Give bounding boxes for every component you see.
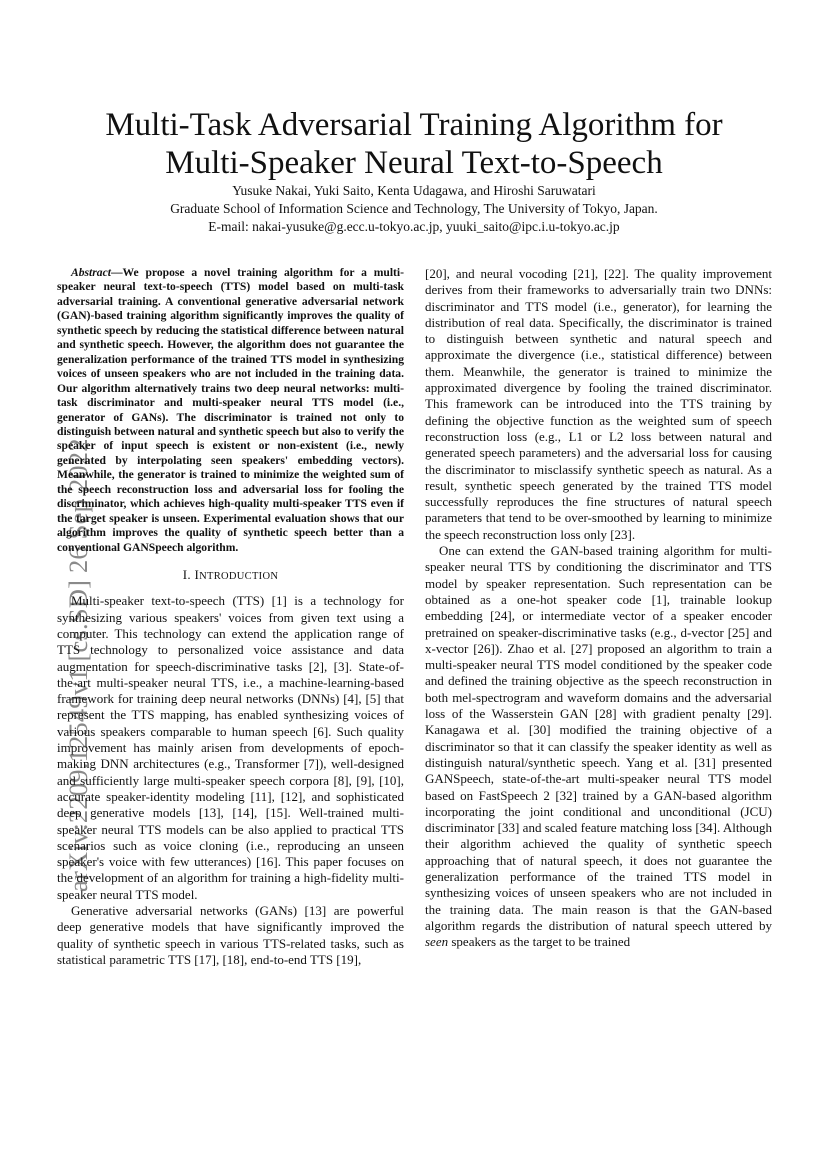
abstract — [57, 266, 404, 555]
section-heading-smallcaps: NTRODUCTION — [199, 571, 279, 583]
section-heading-number: I. I — [182, 567, 200, 583]
right-column — [425, 266, 772, 950]
paper-title-line2: Multi-Speaker Neural Text-to-Speech — [165, 145, 663, 182]
right-paragraph-2-tail: speakers as the target to be trained — [448, 934, 631, 950]
right-paragraph-2-text: One can extend the GAN-based training algorithm for multi-speaker neural TTS by conditioning the discriminator and TTS model by speaker representation. Such representation can be obtained as a one-hot speaker code [1], trainable lookup embedding [24], or intermediate vector of a speaker encoder pretrained on speaker-discriminative tasks (e.g., d-vector [25] and x-vector [26]). Zhao et al. [27] proposed an algorithm to train a multi-speaker neural TTS model conditioned by the speaker code and defined the training objective as the speech reconstruction in both mel-spectrogram and waveform domains and the adversarial loss of the Wasserstein GAN [28] with gradient penalty [29]. Kanagawa et al. [30] modified the training objective of a discriminator so that it can classify the speaker identity as well as distinguish natural/synthetic speech. Yang et al. [31] presented GANSpeech, state-of-the-art multi-speaker neural TTS model based on FastSpeech 2 [32] trained by a GAN-based algorithm incorporating the joint conditional and unconditional (JCU) discriminator [33] and scaled feature matching loss [34]. Although their algorithm achieved the quality of synthetic speech approaching that of natural speech, it does not guarantee the generalization performance of the trained TTS model in synthesizing voices of unseen speakers who are not included in the training data. The main reason is that the GAN-based algorithm regards the distribution of natural speech uttered by — [425, 543, 772, 933]
right-paragraph-1: [20], and neural vocoding [21], [22]. The quality improvement derives from their frameworks to adversarially train two DNNs: discriminator and TTS model (i.e., generator), for learning the distribution of real data. Specifically, the discriminator is trained to distinguish between synthetic and natural speech and approximate the divergence (i.e., statistical difference) between them. Meanwhile, the generator is trained to minimize the approximated divergence by fooling the trained discriminator. This framework can be introduced into the TTS training by defining the objective function as the weighted sum of speech reconstruction loss (e.g., L1 or L2 loss between natural and generated speech parameters) and the adversarial loss for causing the discriminator to misclassify synthetic speech as natural. As a result, synthetic speech generated by the trained TTS model successfully reproduces the fine structures of natural speech parameters that tend to be over-smoothed by learning to minimize the speech reconstruction loss only [23]. — [425, 266, 772, 542]
section-heading — [57, 567, 404, 585]
intro-paragraph-1: Multi-speaker text-to-speech (TTS) [1] is a technology for synthesizing various speakers' voices from given text using a computer. This technology can extend the application range of TTS technology to personalized voice assistance and data augmentation for speech-discriminative tasks [2], [3]. State-of-the-art multi-speaker neural TTS, i.e., a machine-learning-based framework for training deep neural networks (DNNs) [4], [5] that represent the TTS mapping, has enabled synthesizing voices of various speakers comparable to human speech [6]. Such quality improvement has mainly arisen from developments of epoch-making DNN architectures (e.g., Transformer [7]), well-designed and sufficiently large multi-speaker speech corpora [8], [9], [10], accurate speaker-identity modeling [11], [12], and sophisticated deep generative models [13], [14], [15]. Well-trained multi-speaker neural TTS models can be also applied to practical TTS scenarios such as voice cloning (i.e., reproducing an unseen speaker's voice with few utterances) [16]. This paper focuses on the development of an algorithm for training a high-fidelity multi-speaker neural TTS model. — [57, 593, 404, 902]
right-paragraph-2-emphasis: seen — [425, 934, 449, 950]
arxiv-stamp — [18, 336, 93, 892]
intro-paragraph-2: Generative adversarial networks (GANs) [13] are powerful deep generative models that have significantly improved the quality of synthetic speech in various TTS-related tasks, such as statistical parametric TTS [17], [18], end-to-end TTS [19], — [57, 903, 404, 967]
author-names: Yusuke Nakai, Yuki Saito, Kenta Udagawa, and Hiroshi Saruwatari — [232, 183, 596, 198]
author-affiliation: Graduate School of Information Science and Technology, The University of Tokyo, Japan. — [170, 201, 658, 216]
abstract-body: —We propose a novel training algorithm for a multi-speaker neural text-to-speech (TTS) model based on multi-task adversarial training. A conventional generative adversarial network (GAN)-based training algorithm significantly improves the quality of synthetic speech by reducing the statistical difference between natural and synthetic speech. However, the algorithm does not guarantee the generalization performance of the trained TTS model in synthesizing voices of unseen speakers who are not included in the training data. Our algorithm alternatively trains two deep neural networks: multi-task discriminator and multi-speaker neural TTS model (i.e., generator of GANs). The discriminator is trained not only to distinguish between natural and synthetic speech but also to verify the speaker of input speech is existent or non-existent (i.e., newly generated by interpolating seen speakers' embedding vectors). Meanwhile, the generator is trained to minimize the weighted sum of the speech reconstruction loss and adversarial loss for fooling the discriminator, which achieves high-quality multi-speaker TTS even if the target speaker is unseen. Experimental evaluation shows that our algorithm improves the quality of synthetic speech better than a conventional GANSpeech algorithm. — [57, 266, 404, 554]
author-block — [60, 182, 768, 236]
abstract-lead: Abstract — [71, 266, 111, 279]
author-email: E-mail: nakai-yusuke@g.ecc.u-tokyo.ac.jp, yuuki_saito@ipc.i.u-tokyo.ac.jp — [208, 219, 620, 234]
left-column — [57, 266, 404, 968]
paper-title — [60, 106, 768, 182]
right-paragraph-2 — [425, 543, 772, 950]
paper-title-line1: Multi-Task Adversarial Training Algorithm for — [105, 107, 723, 144]
arxiv-stamp-text: arXiv:2209.12549v1 [cs.SD] 26 Sep 2022 — [63, 438, 93, 892]
